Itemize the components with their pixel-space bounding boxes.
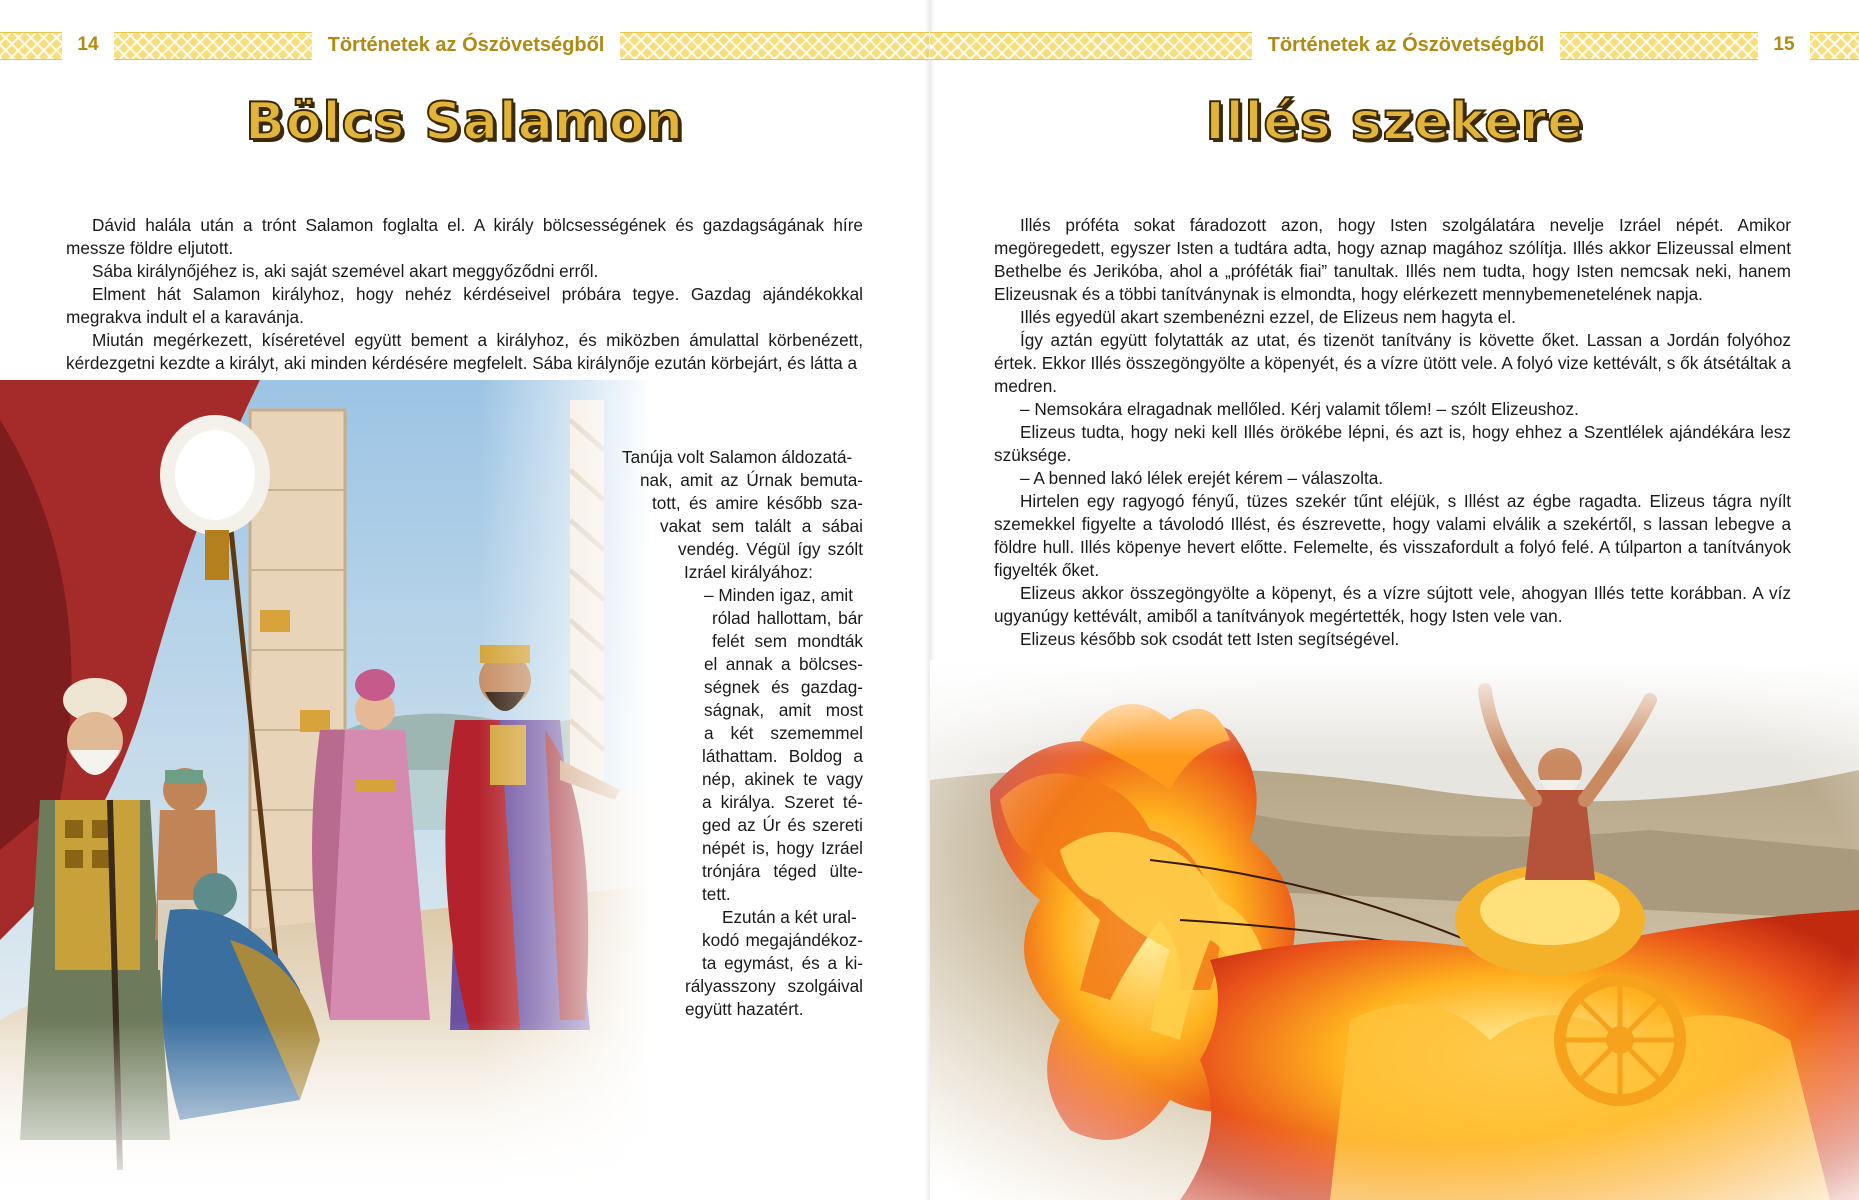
column-line: láthattam. Boldog a (702, 746, 863, 766)
column-line: a királya. Szeret té- (702, 792, 863, 812)
column-line: Tanúja volt Salamon áldozatá- (622, 447, 853, 467)
header-ornament (114, 32, 312, 60)
story-text (994, 214, 1791, 651)
paragraph: Sába királynőjéhez is, aki saját szemével akart meggyőződni erről. (92, 261, 599, 281)
header-ornament (930, 32, 1252, 60)
column-line: vakat sem talált a sábai (660, 516, 863, 536)
column-line: vendég. Végül így szólt (678, 539, 863, 559)
paragraph: Miután megérkezett, kíséretével együtt bement a királyhoz, és miközben ámulattal körbenézett, kérdezgetni kezdte a királyt, aki minden kérdésére megfelelt. Sába királynője ezután körbejárt, és látta a (66, 330, 863, 373)
left-page (0, 0, 929, 1200)
column-line: rólad hallottam, bár (712, 608, 863, 628)
paragraph: Elizeus akkor összegöngyölte a köpenyt, és a vízre sújtott vele, ahogyan Illés tette korábban. A víz ugyanúgy kettévált, amiből a tanítványok megértették, hogy Isten vele van. (994, 583, 1791, 626)
column-line: Ezután a két ural- (722, 907, 857, 927)
column-line: ta egymást, és a ki- (702, 953, 863, 973)
column-line: ged az Úr és szereti (702, 815, 863, 835)
column-line: a két szememmel (704, 723, 863, 743)
running-title: Történetek az Ószövetségből (1267, 34, 1545, 56)
paragraph: Így aztán együtt folytatták az utat, és tizenöt tanítvány is követte őket. Lassan a Jordán folyóhoz értek. Ekkor Illés összegöngyölte a köpenyét, és a vízre ütött vele. A folyó vize kettévált, s ők átsétáltak a medren. (994, 330, 1791, 396)
paragraph: Hirtelen egy ragyogó fényű, tüzes szekér tűnt eléjük, s Illést az égbe ragadta. Elizeus tágra nyílt szemekkel figyelte a távolodó Illést, és észrevette, hogy valami elválik a szekértől, s lassan lebegve a földre hull. Illés köpenye hevert előtte. Felemelte, és visszafordult a folyó felé. A túlparton a tanítványok figyelték őket. (994, 491, 1791, 580)
fiery-chariot-illustration (930, 660, 1859, 1200)
page-number: 15 (1773, 34, 1795, 55)
right-page (930, 0, 1859, 1200)
paragraph: Elizeus később sok csodát tett Isten segítségével. (1020, 629, 1400, 649)
right-header (930, 28, 1859, 62)
header-ornament (0, 32, 62, 60)
running-title: Történetek az Ószövetségből (327, 34, 605, 56)
column-line: kodó megajándékoz- (702, 930, 863, 950)
paragraph: Illés egyedül akart szembenézni ezzel, de Elizeus nem hagyta el. (1020, 307, 1516, 327)
column-line: ságnak, amit most (704, 700, 863, 720)
column-line: nép, akinek te vagy (702, 769, 863, 789)
column-line: el annak a bölcses- (704, 654, 863, 674)
story-column (600, 446, 863, 1021)
column-line: felét sem mondták (712, 631, 863, 651)
column-line: Izráel királyához: (684, 562, 813, 582)
column-line: trónjára téged ülte- (702, 861, 863, 881)
column-line: együtt hazatért. (685, 999, 804, 1019)
paragraph: Illés próféta sokat fáradozott azon, hogy Isten szolgálatára nevelje Izráel népét. Amikor megöregedett, egyszer Isten a tudtára adta, hogy aznap magához szólítja. Illés akkor Elizeussal elment Bethelbe és Jerikóba, ahol a „próféták fiai” tanultak. Illés nem tudta, hogy Isten nemcsak neki, hanem Elizeusnak és a többi tanítványnak is elmondta, hogy elérkezett mennybemenetelének napja. (994, 215, 1791, 304)
left-header (0, 28, 929, 62)
column-line: nak, amit az Úrnak bemuta- (640, 470, 863, 490)
column-line: rályasszony szolgáival (685, 976, 863, 996)
story-text (66, 214, 863, 375)
column-line: népét is, hogy Izráel (702, 838, 863, 858)
paragraph: – A benned lakó lélek erejét kérem – válaszolta. (1020, 468, 1384, 488)
paragraph: Elment hát Salamon királyhoz, hogy nehéz kérdéseivel próbára tegye. Gazdag ajándékokkal megrakva indult el a karavánja. (66, 284, 863, 327)
paragraph: Elizeus tudta, hogy neki kell Illés örökébe lépni, és azt is, hogy ehhez a Szentlélek ajándékára lesz szüksége. (994, 422, 1791, 465)
column-line: ségnek és gazdag- (704, 677, 863, 697)
paragraph: Dávid halála után a trónt Salamon foglalta el. A király bölcsességének és gazdagságának híre messze földre eljutott. (66, 215, 863, 258)
header-ornament (1560, 32, 1758, 60)
story-title: Bölcs Salamon (245, 92, 684, 152)
header-ornament (620, 32, 929, 60)
paragraph: – Nemsokára elragadnak mellőled. Kérj valamit tőlem! – szólt Elizeushoz. (1020, 399, 1579, 419)
column-line: tett. (702, 884, 731, 904)
column-line: – Minden igaz, amit (704, 585, 854, 605)
header-ornament (1810, 32, 1859, 60)
story-title: Illés szekere (1205, 92, 1584, 152)
column-line: tott, és amire később sza- (652, 493, 863, 513)
page-number: 14 (77, 34, 99, 55)
